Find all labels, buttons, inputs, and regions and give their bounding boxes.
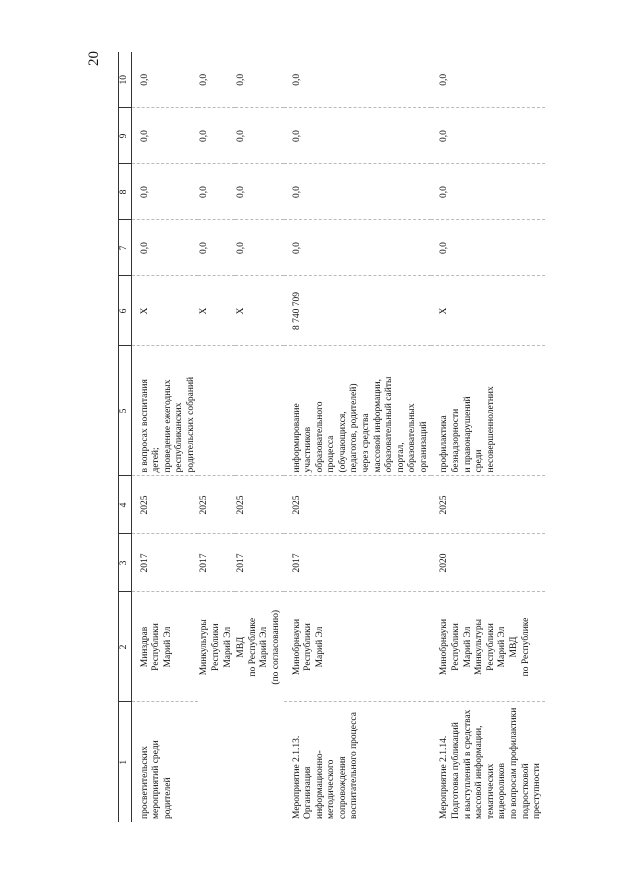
text-line: Марий Эл [462,626,473,668]
executor-cell [235,592,283,702]
value-cell-6: 8 740 709 [284,276,432,346]
text-line: по вопросам профилактики [508,707,519,819]
text-line: через средства [360,413,371,473]
text-line: в вопросах воспитания [139,379,150,473]
measure-name-cell [131,702,283,822]
start-year-cell: 2017 [235,534,283,592]
text-line: по Республике [247,617,258,677]
measures-table [118,52,545,822]
value-cell-7: 0,0 [235,220,283,276]
value-cell-6: Х [235,276,283,346]
text-line: информирование [291,403,302,473]
value-cell-9: 0,0 [235,108,283,164]
text-line: Минздрав [139,626,150,668]
text-line: образовательный сайты [384,376,395,473]
start-year-cell: 2017 [284,534,432,592]
text-line: МВД [508,636,519,658]
col-header-1: 1 [119,702,132,822]
text-line: (по согласованию) [270,609,281,685]
value-cell-6: Х [198,276,235,346]
text-line: педагогов, родителей) [349,383,360,473]
text-line: Марий Эл [259,626,270,668]
text-line: процесса [326,435,337,473]
column-number-header [119,52,132,822]
text-line: образовательных [407,403,418,473]
text-line: и выступлений в средствах [462,709,473,819]
start-year-cell: 2017 [198,534,235,592]
col-header-4: 4 [119,476,132,534]
text-line: Республики [485,623,496,671]
text-line: (обучающихся, [337,411,348,473]
text-line: Марий Эл [162,626,173,668]
table-row [431,52,544,822]
value-cell-9: 0,0 [131,108,198,164]
end-year-cell: 2025 [198,476,235,534]
text-line: родителей [162,777,173,819]
text-line: Республики [303,623,314,671]
text-line: Минкультуры [199,619,210,676]
value-cell-9: 0,0 [431,108,544,164]
col-header-6: 6 [119,276,132,346]
text-line: организаций [418,421,429,473]
value-cell-10: 0,0 [235,52,283,108]
text-line: тематических видеороликов [485,763,508,819]
end-year-cell: 2025 [131,476,198,534]
text-line: методического [326,759,337,819]
value-cell-10: 0,0 [198,52,235,108]
value-cell-7: 0,0 [198,220,235,276]
value-cell-8: 0,0 [431,164,544,220]
value-cell-7: 0,0 [431,220,544,276]
text-line: массовой информации, [372,379,383,473]
table-row [131,52,198,822]
text-line: Организация [303,766,314,819]
text-line: массовой информации, [474,725,485,819]
col-header-2: 2 [119,592,132,702]
value-cell-9: 0,0 [198,108,235,164]
text-line: и правонарушений [462,396,473,473]
text-line: Минобрнауки [291,618,302,676]
measure-name-cell [431,702,544,822]
value-cell-7: 0,0 [284,220,432,276]
col-header-3: 3 [119,534,132,592]
text-line: информационно- [314,750,325,819]
text-line: республиканских [174,402,185,473]
result-cell [431,346,544,476]
text-line: подростковой преступности [520,763,543,819]
text-line: сопровождения [337,756,348,819]
value-cell-8: 0,0 [235,164,283,220]
text-line: Мероприятие 2.1.13. [291,735,302,819]
text-line: по Республике [520,617,531,677]
text-line: МВД [236,636,247,658]
text-line: Марий Эл [222,626,233,668]
result-cell [198,346,235,476]
text-line: Минобрнауки [439,618,450,676]
text-line: образовательного [314,401,325,473]
start-year-cell: 2020 [431,534,544,592]
text-line: безнадзорности [451,408,462,473]
text-line: родительских собраний [185,376,196,473]
value-cell-8: 0,0 [284,164,432,220]
executor-cell [131,592,198,702]
value-cell-9: 0,0 [284,108,432,164]
executor-cell [284,592,432,702]
text-line: Марий Эл [314,626,325,668]
text-line: среди [474,449,485,473]
value-cell-8: 0,0 [131,164,198,220]
result-cell [235,346,283,476]
text-line: детей; [151,447,162,473]
value-cell-10: 0,0 [431,52,544,108]
measure-name-cell [284,702,432,822]
value-cell-7: 0,0 [131,220,198,276]
text-line: просветительских [139,745,150,819]
text-line: Марий Эл [497,626,508,668]
text-line: Республики [151,623,162,671]
col-header-5: 5 [119,346,132,476]
col-header-10: 10 [119,52,132,108]
text-line: участников [303,426,314,473]
text-line: профилактика [439,415,450,473]
result-cell [131,346,198,476]
value-cell-10: 0,0 [284,52,432,108]
text-line: мероприятий среди [151,740,162,819]
col-header-8: 8 [119,164,132,220]
col-header-9: 9 [119,108,132,164]
executor-cell [198,592,235,702]
text-line: Республики [211,623,222,672]
end-year-cell: 2025 [431,476,544,534]
result-cell [284,346,432,476]
table-body [131,52,545,822]
text-line: Минкультуры [474,618,485,676]
text-line: Республики [451,623,462,671]
end-year-cell: 2025 [284,476,432,534]
text-line: проведение ежегодных [162,379,173,473]
value-cell-6: Х [131,276,198,346]
start-year-cell: 2017 [131,534,198,592]
text-line: Мероприятие 2.1.14. [439,735,450,819]
value-cell-8: 0,0 [198,164,235,220]
text-line: портал, [395,442,406,473]
value-cell-6: Х [431,276,544,346]
col-header-7: 7 [119,220,132,276]
value-cell-10: 0,0 [131,52,198,108]
text-line: Подготовка публикаций [451,722,462,819]
measures-table-wrapper [118,52,556,822]
end-year-cell: 2025 [235,476,283,534]
text-line: воспитательного процесса [349,712,360,819]
table-row [284,52,432,822]
page-number: 20 [86,51,102,66]
executor-cell [431,592,544,702]
text-line: несовершеннолетних [485,386,496,473]
